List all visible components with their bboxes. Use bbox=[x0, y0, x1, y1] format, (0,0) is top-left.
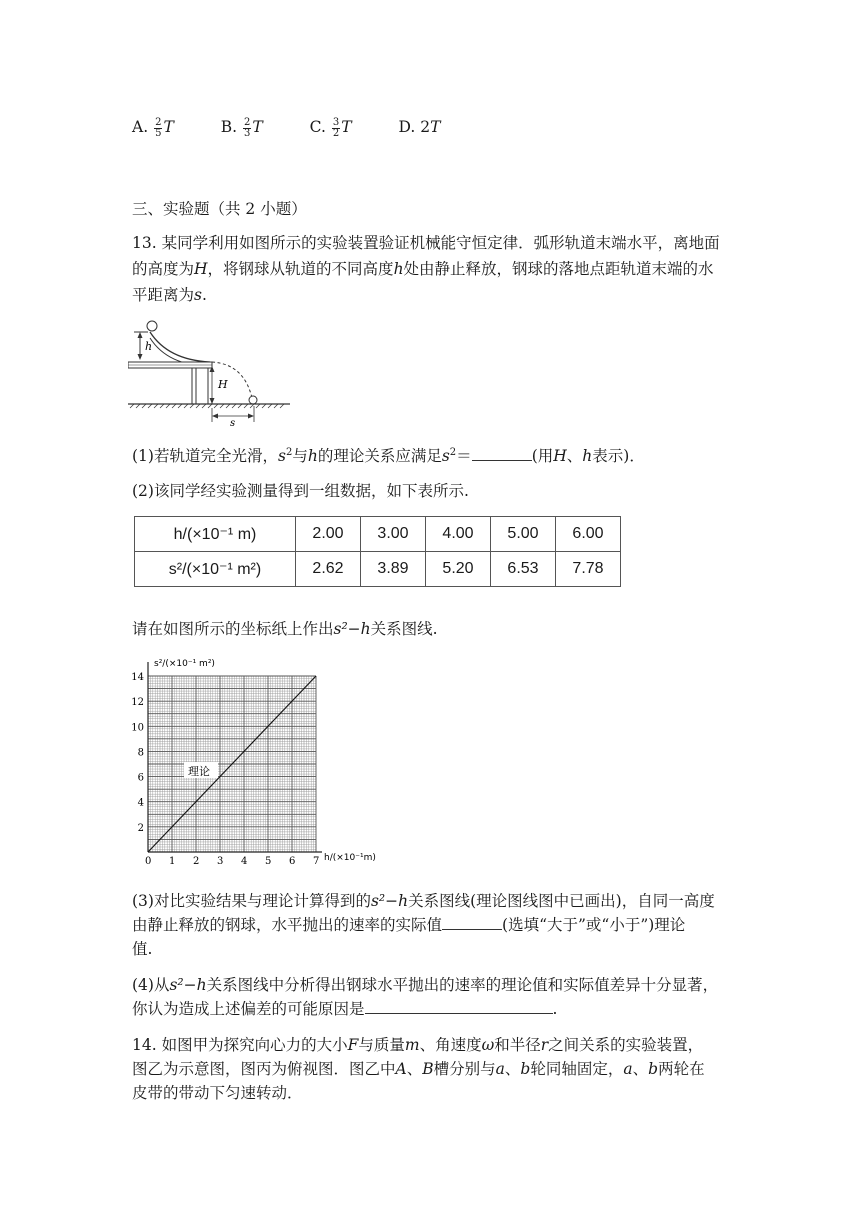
q14-line2: 图乙为示意图，图丙为俯视图．图乙中A、B槽分别与a、b轮同轴固定，a、b两轮在 bbox=[132, 1060, 705, 1078]
ball-icon bbox=[147, 321, 157, 331]
choice-c[interactable]: C. $\frac{3}{2}$ T bbox=[309, 116, 352, 139]
table-cell: 2.62 bbox=[296, 552, 361, 587]
x-tick-label: 6 bbox=[289, 856, 296, 867]
y-tick-label: 8 bbox=[137, 747, 144, 759]
table-cell: 3.89 bbox=[361, 552, 426, 587]
x-tick-label: 0 bbox=[145, 856, 152, 867]
q13-part3-line1: (3)对比实验结果与理论计算得到的s²−h关系图线(理论图线图中已画出)，自同一高度 bbox=[132, 892, 715, 910]
x-tick-label: 1 bbox=[169, 856, 176, 867]
q13-line3: 平距离为s. bbox=[132, 286, 207, 304]
y-tick-label: 6 bbox=[137, 772, 144, 784]
answer-blank-3[interactable] bbox=[365, 999, 553, 1014]
y-tick-label: 4 bbox=[137, 797, 144, 809]
q13-part4-line2: 你认为造成上述偏差的可能原因是 . bbox=[132, 1000, 558, 1018]
table-cell: 5.00 bbox=[491, 517, 556, 552]
x-tick-label: 4 bbox=[241, 856, 248, 867]
y-tick-label: 2 bbox=[137, 822, 144, 834]
s2-h-chart bbox=[128, 654, 398, 868]
apparatus-figure bbox=[128, 318, 290, 428]
landing-ball-icon bbox=[249, 396, 257, 404]
answer-blank-2[interactable] bbox=[442, 915, 502, 930]
choice-d[interactable]: D. 2T bbox=[398, 118, 441, 136]
table-cell: 5.20 bbox=[426, 552, 491, 587]
q14-line1: 14. 如图甲为探究向心力的大小F与质量m、角速度ω和半径r之间关系的实验装置， bbox=[132, 1036, 704, 1054]
q13-part4-line1: (4)从s²−h关系图线中分析得出钢球水平抛出的速率的理论值和实际值差异十分显著， bbox=[132, 976, 719, 994]
table-cell: 7.78 bbox=[556, 552, 621, 587]
y-tick-label: 12 bbox=[131, 697, 144, 709]
table-cell: 3.00 bbox=[361, 517, 426, 552]
chart-xlabel: h/(×10⁻¹m) bbox=[324, 853, 376, 863]
choice-b[interactable]: B. $\frac{2}{3}$ T bbox=[220, 116, 263, 139]
x-tick-label: 7 bbox=[313, 856, 320, 867]
choice-a[interactable]: A. $\frac{2}{5}$ T bbox=[132, 116, 174, 139]
table-cell: 4.00 bbox=[426, 517, 491, 552]
q13-part1: (1)若轨道完全光滑，$s^2$与h的理论关系应满足$s^2=$ (用H、h表示)． bbox=[132, 447, 645, 466]
q13-part2: (2)该同学经实验测量得到一组数据，如下表所示. bbox=[132, 482, 469, 500]
table-cell: 6.53 bbox=[491, 552, 556, 587]
choices-row bbox=[132, 116, 482, 139]
chart-axes bbox=[148, 662, 322, 852]
q13-line1: 13. 某同学利用如图所示的实验装置验证机械能守恒定律．弧形轨道末端水平，离地面 bbox=[132, 234, 720, 252]
x-tick-label: 3 bbox=[217, 856, 224, 867]
table-cell-header: s²/(×10⁻¹ m²) bbox=[135, 552, 296, 587]
table-row bbox=[135, 552, 621, 587]
table-cell: 6.00 bbox=[556, 517, 621, 552]
table-row bbox=[135, 517, 621, 552]
chart-ylabel: s²/(×10⁻¹ m²) bbox=[154, 659, 215, 669]
table-cell-header: h/(×10⁻¹ m) bbox=[135, 517, 296, 552]
data-table bbox=[134, 516, 621, 587]
series-label-theory: 理论 bbox=[188, 765, 210, 778]
y-tick-label: 14 bbox=[131, 672, 144, 683]
x-tick-label: 5 bbox=[265, 856, 272, 867]
fig-label-H: H bbox=[218, 378, 228, 391]
fig-label-s: s bbox=[230, 418, 236, 428]
x-tick-label: 2 bbox=[193, 856, 200, 867]
q13-part3-line3: 值. bbox=[132, 940, 153, 958]
answer-blank-1[interactable] bbox=[472, 446, 532, 461]
section-title: 三、实验题（共 2 小题） bbox=[132, 200, 307, 218]
q14-line3: 皮带的带动下匀速转动． bbox=[132, 1084, 303, 1102]
plot-prompt: 请在如图所示的坐标纸上作出s²−h关系图线. bbox=[132, 620, 438, 638]
q13-part3-line2: 由静止释放的钢球，水平抛出的速率的实际值 (选填“大于”或“小于”)理论 bbox=[132, 916, 686, 934]
q13-line2: 的高度为H，将钢球从轨道的不同高度h处由静止释放，钢球的落地点距轨道末端的水 bbox=[132, 260, 714, 278]
table-cell: 2.00 bbox=[296, 517, 361, 552]
y-tick-label: 10 bbox=[131, 722, 144, 734]
fig-label-h: h bbox=[145, 340, 153, 353]
